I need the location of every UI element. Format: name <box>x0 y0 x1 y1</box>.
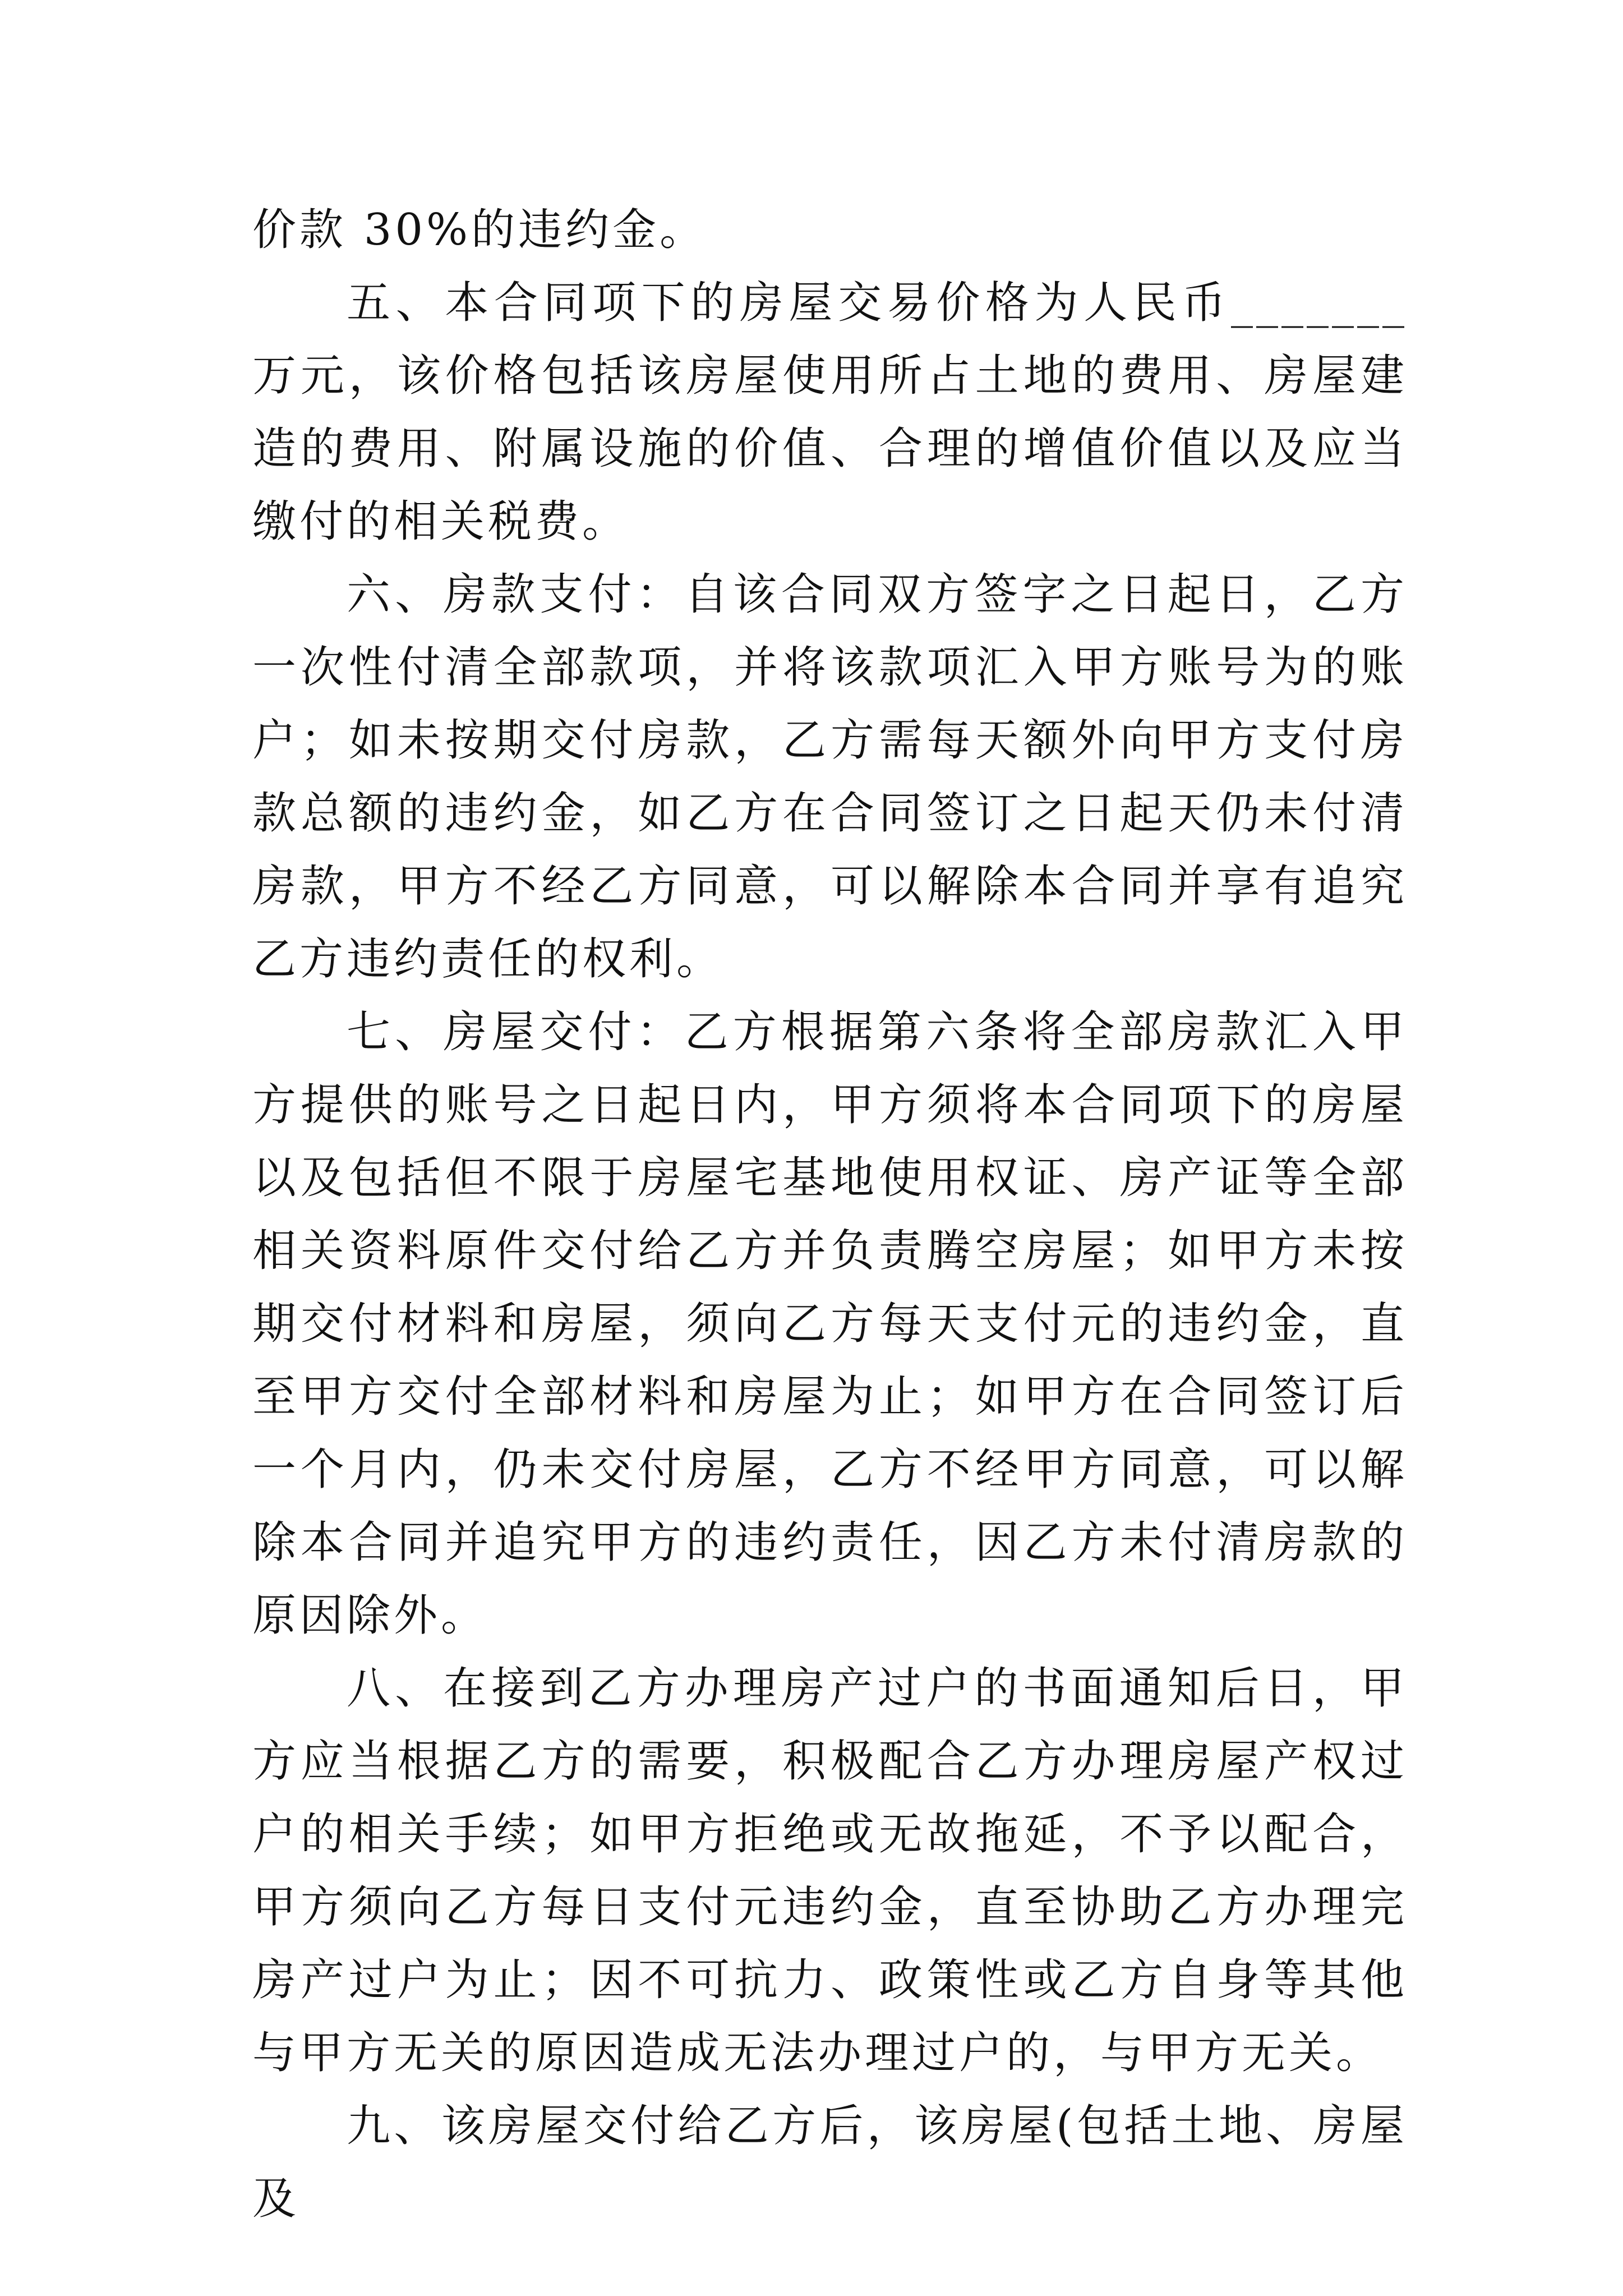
paragraph-clause-5: 五、本合同项下的房屋交易价格为人民币_______万元，该价格包括该房屋使用所占土地的费用、房屋建造的费用、附属设施的价值、合理的增值价值以及应当缴付的相关税费。 <box>252 278 1408 547</box>
paragraph-clause-6: 六、房款支付：自该合同双方签字之日起日，乙方一次性付清全部款项，并将该款项汇入甲方账号为的账户；如未按期交付房款，乙方需每天额外向甲方支付房款总额的违约金，如乙方在合同签订之日起天仍未付清房款，甲方不经乙方同意，可以解除本合同并享有追究乙方违约责任的权利。 <box>252 569 1408 984</box>
paragraph-continuation: 价款 30%的违约金。 <box>252 205 707 255</box>
paragraph-clause-9: 九、该房屋交付给乙方后，该房屋(包括土地、房屋及 <box>252 2101 1408 2224</box>
paragraph-clause-8: 八、在接到乙方办理房产过户的书面通知后日，甲方应当根据乙方的需要，积极配合乙方办理房屋产权过户的相关手续；如甲方拒绝或无故拖延，不予以配合，甲方须向乙方每日支付元违约金，直至协助乙方办理完房产过户为止；因不可抗力、政策性或乙方自身等其他与甲方无关的原因造成无法办理过户的，与甲方无关。 <box>252 1663 1408 2078</box>
paragraph-clause-7: 七、房屋交付：乙方根据第六条将全部房款汇入甲方提供的账号之日起日内，甲方须将本合同项下的房屋以及包括但不限于房屋宅基地使用权证、房产证等全部相关资料原件交付给乙方并负责腾空房屋；如甲方未按期交付材料和房屋，须向乙方每天支付元的违约金，直至甲方交付全部材料和房屋为止；如甲方在合同签订后一个月内，仍未交付房屋，乙方不经甲方同意，可以解除本合同并追究甲方的违约责任，因乙方未付清房款的原因除外。 <box>252 1007 1408 1641</box>
document-body <box>252 194 1408 2235</box>
